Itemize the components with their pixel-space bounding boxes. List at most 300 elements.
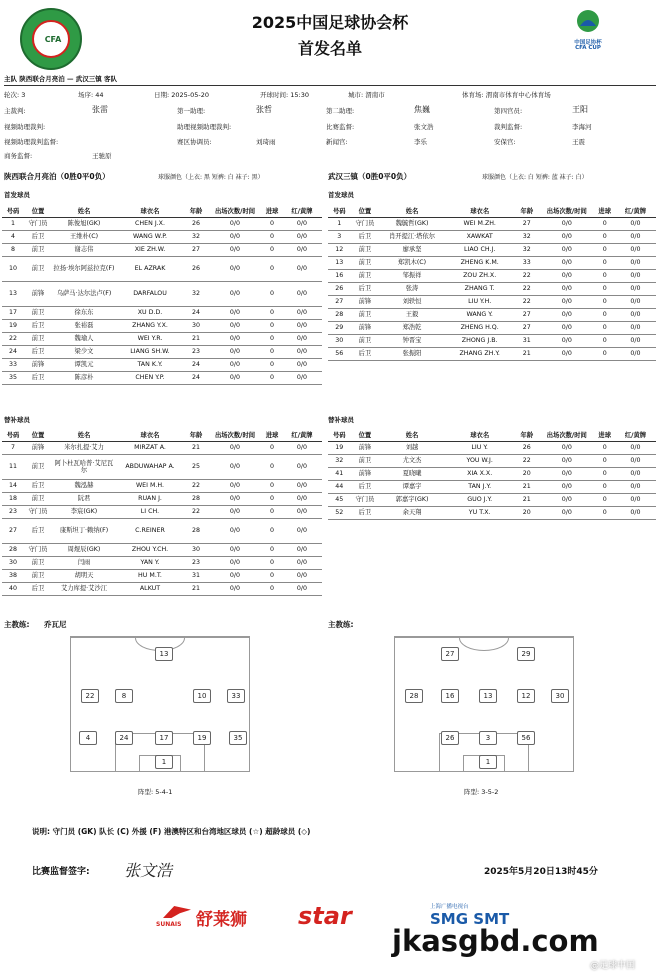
cfa-cup-logo (572, 8, 604, 34)
player-name-cn: 谭凯元 (52, 359, 116, 372)
divider (4, 85, 656, 86)
player-appearances: 0/0 (539, 296, 594, 309)
player-row (2, 583, 322, 596)
player-shirt-icon: 29 (517, 647, 535, 661)
player-shirt-name: ZHENG K.M. (445, 257, 515, 270)
player-age: 27 (184, 244, 208, 257)
player-number: 13 (2, 282, 24, 307)
column-header-goals: 进球 (262, 430, 282, 442)
column-header-goals: 进球 (594, 206, 615, 218)
player-position: 前卫 (351, 455, 380, 468)
security-label: 安保官: (494, 138, 516, 146)
player-row (2, 257, 322, 282)
player-cards: 0/0 (282, 544, 322, 557)
fourth-label: 第四官员: (494, 107, 523, 115)
player-position: 前卫 (24, 244, 52, 257)
player-name-cn: 王毅 (379, 309, 445, 322)
player-number: 8 (2, 244, 24, 257)
player-cards: 0/0 (282, 218, 322, 231)
away-formation: 阵型: 3-5-2 (464, 788, 499, 796)
sunais-lion-icon (163, 906, 191, 918)
player-name-cn: 刘越 (379, 442, 445, 455)
supervisor-label: 比赛监督: (326, 123, 355, 131)
player-goals: 0 (262, 583, 282, 596)
player-shirt-name: XAWKAT (445, 231, 515, 244)
player-appearances: 0/0 (208, 583, 262, 596)
player-shirt-icon: 30 (551, 689, 569, 703)
press: 李乐 (414, 138, 427, 146)
ar1-label: 第一助理: (177, 107, 206, 115)
player-position: 前卫 (351, 244, 380, 257)
player-shirt-icon: 24 (115, 731, 133, 745)
player-goals: 0 (262, 570, 282, 583)
player-row (328, 494, 656, 507)
player-shirt-name: ZOU ZH.X. (445, 270, 515, 283)
player-number: 29 (328, 322, 351, 335)
watermark: jkasgbd.com (392, 924, 599, 958)
column-header-cards: 红/黄牌 (615, 430, 656, 442)
player-age: 21 (184, 583, 208, 596)
player-age: 26 (184, 218, 208, 231)
home-kit: 球服颜色（上衣: 黑 短裤: 白 袜子: 黑） (158, 174, 264, 181)
player-name-cn: 邹振祥 (379, 270, 445, 283)
player-row (2, 359, 322, 372)
player-age: 27 (515, 322, 540, 335)
away-subs-label: 替补球员 (328, 416, 354, 424)
player-appearances: 0/0 (539, 455, 594, 468)
player-shirt-icon: 3 (479, 731, 497, 745)
player-appearances: 0/0 (208, 307, 262, 320)
player-number: 23 (2, 506, 24, 519)
player-cards: 0/0 (615, 296, 656, 309)
player-number: 38 (2, 570, 24, 583)
player-name-cn: 闫雨 (52, 557, 116, 570)
player-position: 后卫 (24, 346, 52, 359)
player-name-cn: 夏晓曦 (379, 468, 445, 481)
player-shirt-name: WANG W.P. (116, 231, 184, 244)
sponsor-star: star (298, 902, 352, 930)
player-appearances: 0/0 (539, 231, 594, 244)
player-age: 26 (184, 257, 208, 282)
player-number: 52 (328, 507, 351, 520)
player-shirt-name: ZHANG ZH.Y. (445, 348, 515, 361)
player-row (2, 282, 322, 307)
player-shirt-icon: 13 (479, 689, 497, 703)
player-position: 前卫 (24, 307, 52, 320)
player-cards: 0/0 (615, 231, 656, 244)
player-cards: 0/0 (615, 270, 656, 283)
player-cards: 0/0 (615, 244, 656, 257)
column-header-number: 号码 (2, 206, 24, 218)
player-appearances: 0/0 (539, 348, 594, 361)
player-age: 22 (515, 283, 540, 296)
player-shirt-name: XU D.D. (116, 307, 184, 320)
legend: 说明: 守门员 (GK) 队长 (C) 外援 (F) 港澳特区和台湾地区球员 (☆) 超龄球员 (◇) (32, 827, 311, 836)
home-starters-table (2, 206, 322, 385)
player-age: 32 (515, 244, 540, 257)
player-position: 后卫 (351, 348, 380, 361)
player-row (328, 335, 656, 348)
player-goals: 0 (594, 481, 615, 494)
player-age: 33 (515, 257, 540, 270)
player-shirt-icon: 28 (405, 689, 423, 703)
player-name-cn: 郑浩乾 (379, 322, 445, 335)
player-name-cn: 李宸(GK) (52, 506, 116, 519)
table-header-row (328, 206, 656, 218)
table-header-row (2, 206, 322, 218)
player-age: 22 (184, 480, 208, 493)
sponsor-sunais-en: SUNAIS (156, 921, 182, 928)
player-cards: 0/0 (615, 494, 656, 507)
player-shirt-name: ALKUT (116, 583, 184, 596)
player-row (328, 296, 656, 309)
player-appearances: 0/0 (208, 257, 262, 282)
player-position: 守门员 (24, 506, 52, 519)
player-goals: 0 (594, 322, 615, 335)
player-goals: 0 (262, 218, 282, 231)
player-appearances: 0/0 (539, 507, 594, 520)
cup-logo-en: CFA CUP (575, 45, 601, 51)
player-shirt-name: YU T.X. (445, 507, 515, 520)
player-number: 26 (328, 283, 351, 296)
player-cards: 0/0 (615, 257, 656, 270)
player-appearances: 0/0 (208, 320, 262, 333)
player-name-cn: 张裕磊 (52, 320, 116, 333)
player-cards: 0/0 (282, 557, 322, 570)
home-team-title: 陕西联合月亮泊（0胜0平0负） (4, 172, 110, 181)
commercial: 王驰原 (92, 152, 112, 160)
player-number: 16 (328, 270, 351, 283)
player-cards: 0/0 (615, 348, 656, 361)
player-name-cn: 阮君 (52, 493, 116, 506)
column-header-shirt-name: 球衣名 (116, 206, 184, 218)
center-circle (459, 625, 509, 651)
player-appearances: 0/0 (208, 493, 262, 506)
player-name-cn: 阿卜杜瓦哈普·艾尼瓦尔 (52, 455, 116, 480)
home-formation-pitch (70, 636, 250, 772)
player-row (328, 257, 656, 270)
player-number: 56 (328, 348, 351, 361)
player-shirt-name: ABDUWAHAP A. (116, 455, 184, 480)
player-number: 45 (328, 494, 351, 507)
player-age: 24 (184, 359, 208, 372)
player-shirt-name: YOU W.J. (445, 455, 515, 468)
player-age: 23 (184, 346, 208, 359)
column-header-shirt-name: 球衣名 (445, 430, 515, 442)
player-position: 前锋 (24, 282, 52, 307)
player-age: 23 (184, 557, 208, 570)
player-shirt-name: ZHANG T. (445, 283, 515, 296)
column-header-age: 年龄 (184, 206, 208, 218)
ar2: 焦巍 (414, 105, 430, 114)
player-shirt-name: LIAO CH.J. (445, 244, 515, 257)
player-cards: 0/0 (282, 480, 322, 493)
player-row (2, 455, 322, 480)
away-coach-label: 主教练: (328, 620, 354, 629)
player-row (2, 307, 322, 320)
player-appearances: 0/0 (208, 372, 262, 385)
column-header-position: 位置 (24, 206, 52, 218)
player-name-cn: 魏瑜人 (52, 333, 116, 346)
player-cards: 0/0 (282, 346, 322, 359)
player-appearances: 0/0 (208, 570, 262, 583)
column-header-age: 年龄 (515, 430, 540, 442)
player-name-cn: 王维朴(C) (52, 231, 116, 244)
referee: 张雷 (92, 105, 108, 114)
player-name-cn: 陈俊旭(GK) (52, 218, 116, 231)
player-cards: 0/0 (615, 309, 656, 322)
player-row (2, 480, 322, 493)
column-header-number: 号码 (328, 430, 351, 442)
player-shirt-name: HU M.T. (116, 570, 184, 583)
player-shirt-icon: 56 (517, 731, 535, 745)
player-position: 后卫 (351, 283, 380, 296)
player-cards: 0/0 (282, 257, 322, 282)
player-name-cn: 钟晋宝 (379, 335, 445, 348)
referee-label: 主裁判: (4, 107, 26, 115)
player-shirt-name: LIU Y.H. (445, 296, 515, 309)
player-number: 40 (2, 583, 24, 596)
player-row (328, 322, 656, 335)
match-no: 场序: 44 (78, 91, 104, 99)
player-row (328, 468, 656, 481)
player-cards: 0/0 (615, 442, 656, 455)
player-age: 22 (515, 270, 540, 283)
player-position: 前锋 (351, 468, 380, 481)
player-number: 41 (328, 468, 351, 481)
player-goals: 0 (594, 270, 615, 283)
column-header-age: 年龄 (515, 206, 540, 218)
player-shirt-icon: 22 (81, 689, 99, 703)
player-appearances: 0/0 (539, 494, 594, 507)
player-position: 后卫 (24, 231, 52, 244)
cup-logo-cn: 中国足协杯 (574, 40, 602, 46)
table-header-row (2, 430, 322, 442)
player-appearances: 0/0 (539, 218, 594, 231)
column-header-shirt-name: 球衣名 (116, 430, 184, 442)
security: 王震 (572, 138, 585, 146)
player-number: 3 (328, 231, 351, 244)
player-cards: 0/0 (615, 507, 656, 520)
player-position: 后卫 (351, 481, 380, 494)
player-name-cn: 谭嘉宇 (379, 481, 445, 494)
player-goals: 0 (262, 519, 282, 544)
away-formation-pitch (394, 636, 574, 772)
column-header-position: 位置 (24, 430, 52, 442)
column-header-number: 号码 (2, 430, 24, 442)
player-shirt-name: EL AZRAK (116, 257, 184, 282)
player-appearances: 0/0 (208, 333, 262, 346)
column-header-appearances: 出场次数/时间 (539, 430, 594, 442)
player-age: 20 (515, 468, 540, 481)
player-name-cn: 郑凯木(C) (379, 257, 445, 270)
player-name-cn: 拉扬·埃尔阿兹拉克(F) (52, 257, 116, 282)
player-shirt-name: C.REINER (116, 519, 184, 544)
player-goals: 0 (594, 309, 615, 322)
player-position: 前卫 (24, 455, 52, 480)
player-age: 24 (184, 307, 208, 320)
player-shirt-name: WEI Y.R. (116, 333, 184, 346)
player-position: 守门员 (351, 494, 380, 507)
player-shirt-icon: 26 (441, 731, 459, 745)
player-appearances: 0/0 (208, 480, 262, 493)
player-goals: 0 (594, 507, 615, 520)
player-number: 33 (2, 359, 24, 372)
player-goals: 0 (262, 506, 282, 519)
player-goals: 0 (594, 442, 615, 455)
player-position: 前卫 (24, 557, 52, 570)
player-row (2, 506, 322, 519)
player-number: 28 (2, 544, 24, 557)
player-goals: 0 (262, 372, 282, 385)
player-row (328, 218, 656, 231)
player-row (328, 309, 656, 322)
player-shirt-name: LI CH. (116, 506, 184, 519)
player-position: 前卫 (24, 493, 52, 506)
player-cards: 0/0 (615, 335, 656, 348)
player-shirt-name: TAN J.Y. (445, 481, 515, 494)
column-header-goals: 进球 (594, 430, 615, 442)
player-name-cn: 郭嘉宇(GK) (379, 494, 445, 507)
player-number: 24 (2, 346, 24, 359)
player-name-cn: 陈彦朴 (52, 372, 116, 385)
player-goals: 0 (262, 544, 282, 557)
player-cards: 0/0 (282, 307, 322, 320)
player-age: 21 (515, 494, 540, 507)
player-shirt-name: GUO J.Y. (445, 494, 515, 507)
player-age: 32 (184, 282, 208, 307)
player-row (2, 372, 322, 385)
player-age: 26 (515, 442, 540, 455)
player-number: 10 (2, 257, 24, 282)
player-cards: 0/0 (615, 322, 656, 335)
player-name-cn: 肖开提江·塔依尔 (379, 231, 445, 244)
player-number: 35 (2, 372, 24, 385)
player-row (2, 519, 322, 544)
player-goals: 0 (594, 455, 615, 468)
player-shirt-icon: 4 (79, 731, 97, 745)
player-row (2, 244, 322, 257)
player-position: 前锋 (351, 322, 380, 335)
player-number: 28 (328, 309, 351, 322)
player-name-cn: 梁少文 (52, 346, 116, 359)
player-appearances: 0/0 (208, 557, 262, 570)
player-cards: 0/0 (615, 468, 656, 481)
player-goals: 0 (262, 320, 282, 333)
player-age: 21 (184, 442, 208, 455)
player-row (2, 320, 322, 333)
player-cards: 0/0 (282, 244, 322, 257)
player-shirt-icon: 1 (479, 755, 497, 769)
column-header-cards: 红/黄牌 (282, 430, 322, 442)
player-shirt-icon: 16 (441, 689, 459, 703)
sign-label: 比赛监督签字: (32, 867, 90, 877)
player-cards: 0/0 (282, 519, 322, 544)
player-goals: 0 (262, 244, 282, 257)
player-appearances: 0/0 (208, 442, 262, 455)
player-goals: 0 (262, 333, 282, 346)
player-name-cn: 尤文杰 (379, 455, 445, 468)
player-number: 12 (328, 244, 351, 257)
home-coach-label: 主教练: (4, 620, 30, 629)
commercial-label: 商务监督: (4, 152, 33, 160)
column-header-age: 年龄 (184, 430, 208, 442)
player-number: 32 (328, 455, 351, 468)
player-row (328, 283, 656, 296)
player-cards: 0/0 (282, 506, 322, 519)
player-shirt-name: CHEN Y.P. (116, 372, 184, 385)
player-number: 30 (2, 557, 24, 570)
player-goals: 0 (262, 282, 282, 307)
player-appearances: 0/0 (539, 283, 594, 296)
player-appearances: 0/0 (539, 468, 594, 481)
player-position: 守门员 (24, 544, 52, 557)
player-position: 后卫 (351, 507, 380, 520)
player-number: 1 (2, 218, 24, 231)
player-number: 18 (2, 493, 24, 506)
player-age: 31 (515, 335, 540, 348)
player-appearances: 0/0 (208, 519, 262, 544)
player-position: 后卫 (24, 372, 52, 385)
player-shirt-name: TAN K.Y. (116, 359, 184, 372)
player-position: 前锋 (351, 442, 380, 455)
player-cards: 0/0 (282, 442, 322, 455)
column-header-name-cn: 姓名 (52, 430, 116, 442)
weibo-watermark: @足球中国 (590, 961, 636, 971)
player-position: 前卫 (24, 333, 52, 346)
player-row (328, 348, 656, 361)
column-header-name-cn: 姓名 (379, 430, 445, 442)
player-row (2, 570, 322, 583)
player-shirt-icon: 35 (229, 731, 247, 745)
player-shirt-name: ZHENG H.Q. (445, 322, 515, 335)
player-row (2, 218, 322, 231)
player-goals: 0 (262, 307, 282, 320)
player-number: 11 (2, 455, 24, 480)
var-label: 视频助理裁判: (4, 123, 46, 131)
page-subtitle: 首发名单 (297, 39, 362, 58)
away-starters-label: 首发球员 (328, 191, 354, 199)
player-position: 前卫 (351, 335, 380, 348)
player-name-cn: 谢志伟 (52, 244, 116, 257)
column-header-position: 位置 (351, 430, 380, 442)
player-shirt-icon: 27 (441, 647, 459, 661)
player-position: 守门员 (351, 218, 380, 231)
column-header-number: 号码 (328, 206, 351, 218)
player-number: 44 (328, 481, 351, 494)
player-name-cn: 魏泓赫 (52, 480, 116, 493)
home-coach: 乔瓦尼 (44, 620, 67, 629)
away-subs-table (328, 430, 656, 520)
player-shirt-name: ZHOU Y.CH. (116, 544, 184, 557)
player-goals: 0 (262, 442, 282, 455)
player-appearances: 0/0 (539, 270, 594, 283)
player-age: 30 (184, 544, 208, 557)
supervisor: 张文浩 (414, 123, 434, 131)
press-label: 新闻官: (326, 138, 348, 146)
player-name-cn: 徐东东 (52, 307, 116, 320)
player-position: 后卫 (24, 519, 52, 544)
home-starters-label: 首发球员 (4, 191, 30, 199)
player-goals: 0 (594, 244, 615, 257)
player-position: 前卫 (351, 270, 380, 283)
column-header-name-cn: 姓名 (379, 206, 445, 218)
player-number: 19 (328, 442, 351, 455)
player-row (328, 507, 656, 520)
away-team-title: 武汉三镇（0胜0平0负） (328, 172, 412, 181)
timestamp: 2025年5月20日13时45分 (484, 867, 598, 877)
player-row (2, 557, 322, 570)
